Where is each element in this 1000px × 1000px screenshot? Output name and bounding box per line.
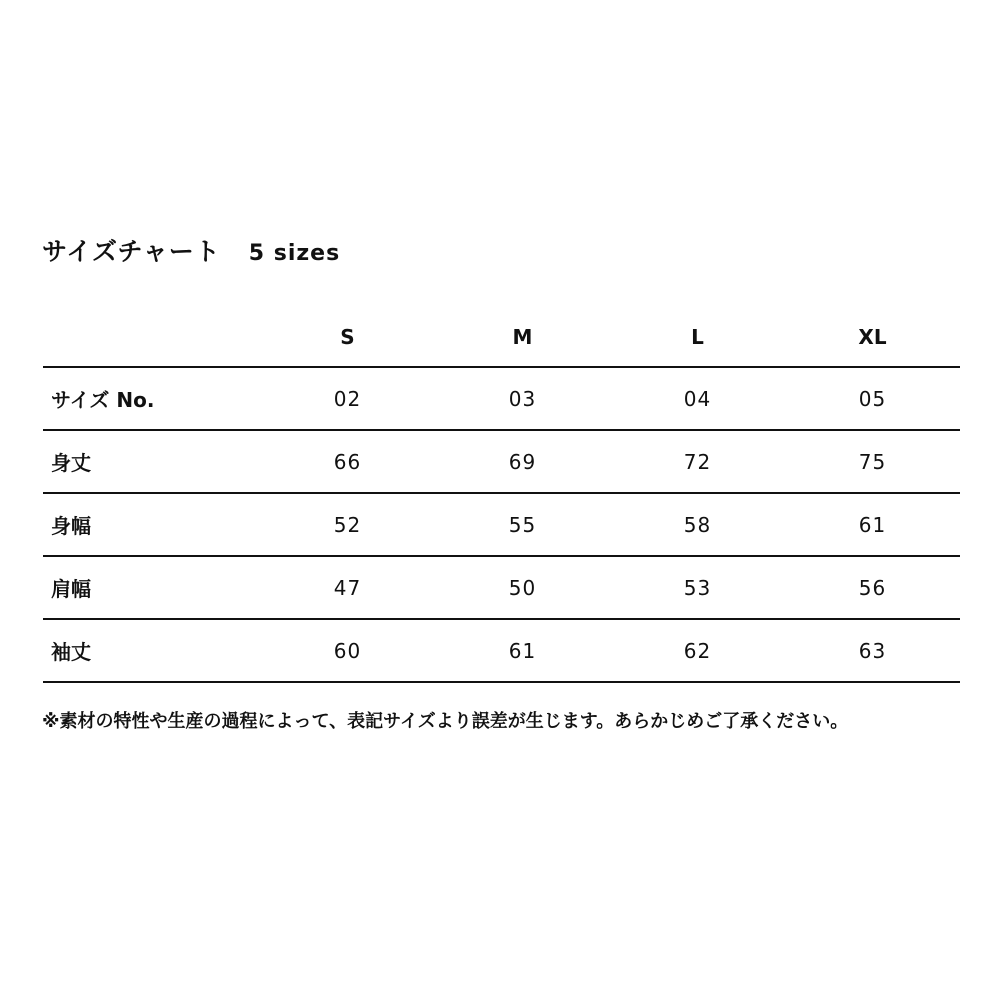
table-cell: 63	[785, 619, 960, 682]
row-label-body-length: 身丈	[43, 430, 260, 493]
table-cell: 62	[610, 619, 785, 682]
table-cell: 61	[785, 493, 960, 556]
table-row	[43, 367, 960, 430]
disclaimer-note: ※素材の特性や生産の過程によって、表記サイズより誤差が生じます。あらかじめご了承ください。	[42, 711, 849, 732]
table-cell: 52	[260, 493, 435, 556]
table-cell: 72	[610, 430, 785, 493]
table-row	[43, 493, 960, 556]
table-cell: 69	[435, 430, 610, 493]
table-cell: 47	[260, 556, 435, 619]
table-cell: 05	[785, 367, 960, 430]
table-cell: 03	[435, 367, 610, 430]
row-label-sleeve-length: 袖丈	[43, 619, 260, 682]
table-cell: 53	[610, 556, 785, 619]
table-cell: 66	[260, 430, 435, 493]
table-cell: 02	[260, 367, 435, 430]
table-row	[43, 619, 960, 682]
table-cell: 75	[785, 430, 960, 493]
header-cell-l: L	[610, 308, 785, 367]
page-title	[42, 232, 340, 268]
table-cell: 61	[435, 619, 610, 682]
table-cell: 56	[785, 556, 960, 619]
table-row	[43, 556, 960, 619]
title-text: サイズチャート	[42, 237, 221, 266]
table-cell: 50	[435, 556, 610, 619]
table-cell: 04	[610, 367, 785, 430]
row-label-size-no: サイズ No.	[43, 367, 260, 430]
table-cell: 60	[260, 619, 435, 682]
table-cell: 55	[435, 493, 610, 556]
row-label-shoulder-width: 肩幅	[43, 556, 260, 619]
size-chart-table	[43, 308, 960, 683]
table-header-row	[43, 308, 960, 367]
size-count: 5 sizes	[248, 241, 341, 266]
header-cell-empty	[43, 308, 260, 367]
header-cell-m: M	[435, 308, 610, 367]
table-cell: 58	[610, 493, 785, 556]
header-cell-s: S	[260, 308, 435, 367]
table-row	[43, 430, 960, 493]
row-label-body-width: 身幅	[43, 493, 260, 556]
header-cell-xl: XL	[785, 308, 960, 367]
